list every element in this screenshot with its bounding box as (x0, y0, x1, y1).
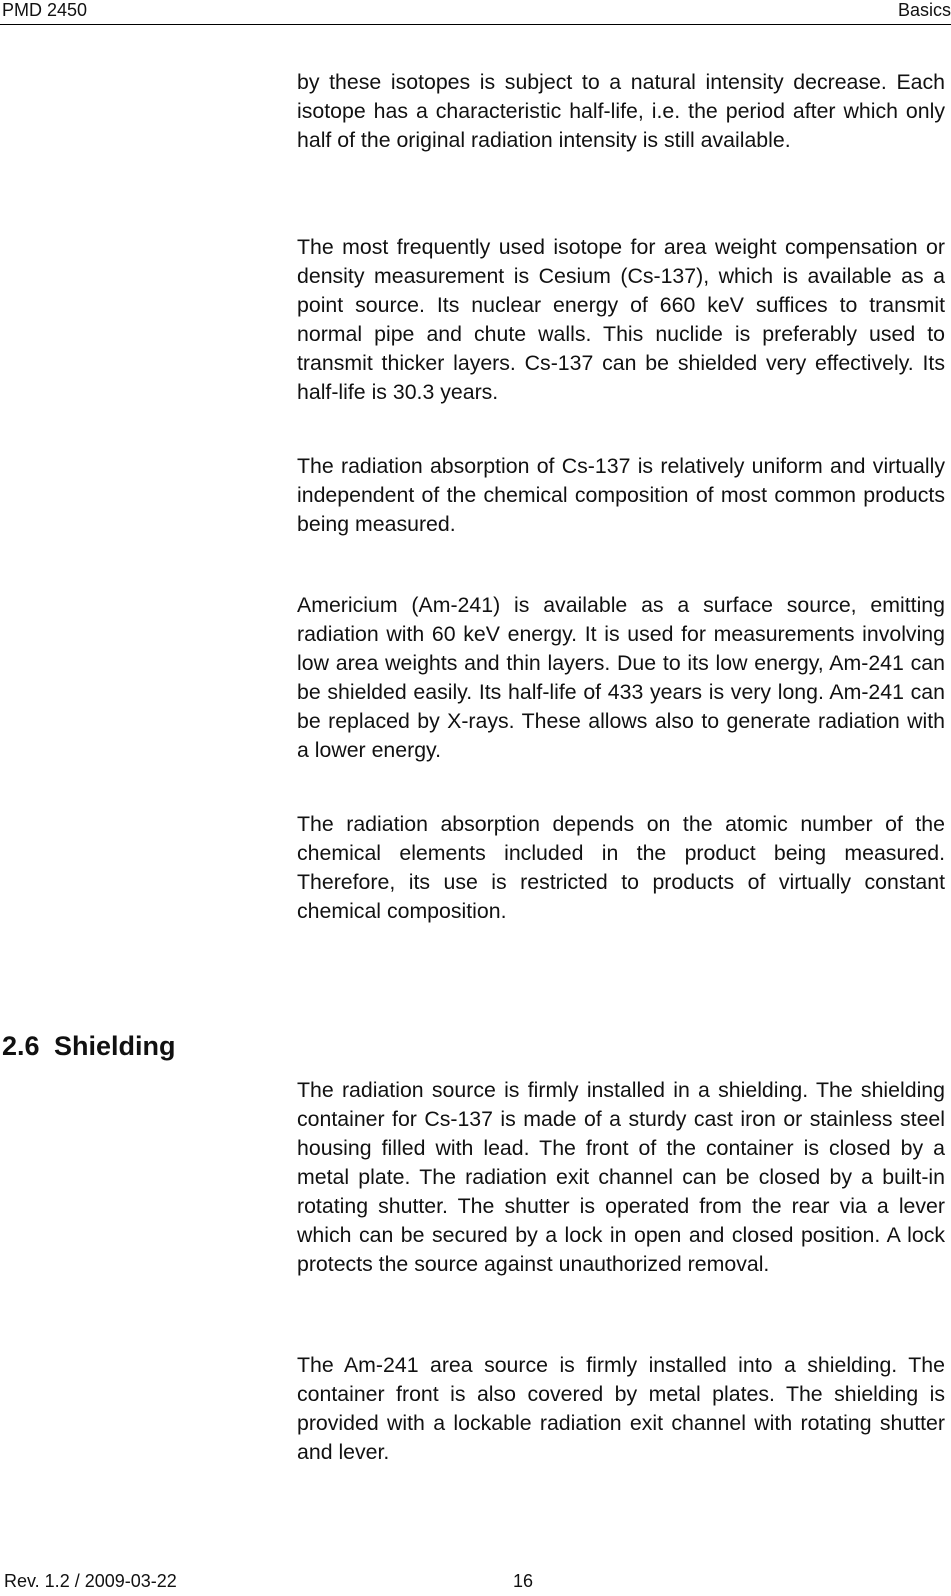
footer-page-number: 16 (513, 1571, 534, 1591)
paragraph-americium (297, 591, 945, 765)
paragraph-cesium-absorption (297, 452, 945, 539)
body-paragraph: The radiation source is firmly installed in a shielding. The shielding container for Cs-137 is made of a sturdy cast iron or stainless steel housing filled with lead. The front of the container is closed by a metal plate. The radiation exit channel can be closed by a built-in rotating shutter. The shutter is operated from the rear via a lever which can be secured by a lock in open and closed position. A lock protects the source against unauthorized removal. (297, 1078, 945, 1276)
section-title: Shielding (54, 1031, 176, 1061)
footer-revision: Rev. 1.2 / 2009-03-22 (4, 1571, 177, 1591)
body-paragraph: The radiation absorption of Cs-137 is relatively uniform and virtually independent of the chemical composition of most common products being measured. (297, 454, 945, 536)
body-paragraph: Americium (Am-241) is available as a surface source, emitting radiation with 60 keV energy. It is used for measurements involving low area weights and thin layers. Due to its low energy, Am-241 can be shielded easily. Its half-life of 433 years is very long. Am-241 can be replaced by X-rays. These allows also to generate radiation with a lower energy. (297, 593, 945, 762)
section-number: 2.6 (2, 1031, 40, 1061)
page-footer (0, 1569, 951, 1593)
paragraph-shielding-am241 (297, 1351, 945, 1467)
paragraph-americium-absorption (297, 810, 945, 926)
paragraph-cesium (297, 233, 945, 407)
body-paragraph: The Am-241 area source is firmly installed into a shielding. The container front is also covered by metal plates. The shielding is provided with a lockable radiation exit channel with rotating shutter and lever. (297, 1353, 945, 1464)
header-document-title: PMD 2450 (2, 0, 88, 20)
body-paragraph: The most frequently used isotope for area weight compensation or density measurement is Cesium (Cs-137), which is available as a point source. Its nuclear energy of 660 keV suffices to transmit normal pipe and chute walls. This nuclide is preferably used to transmit thicker layers. Cs-137 can be shielded very effectively. Its half-life is 30.3 years. (297, 235, 945, 404)
paragraph-intensity-decrease (297, 68, 945, 155)
page-header (0, 0, 951, 25)
body-paragraph: by these isotopes is subject to a natural intensity decrease. Each isotope has a characteristic half-life, i.e. the period after which only half of the original radiation intensity is still available. (297, 70, 945, 152)
section-heading (2, 1030, 176, 1062)
paragraph-shielding-cs137 (297, 1076, 945, 1279)
header-chapter-title: Basics (897, 0, 951, 20)
body-paragraph: The radiation absorption depends on the atomic number of the chemical elements included in the product being measured. Therefore, its use is restricted to products of virtually constant chemical composition. (297, 812, 945, 923)
